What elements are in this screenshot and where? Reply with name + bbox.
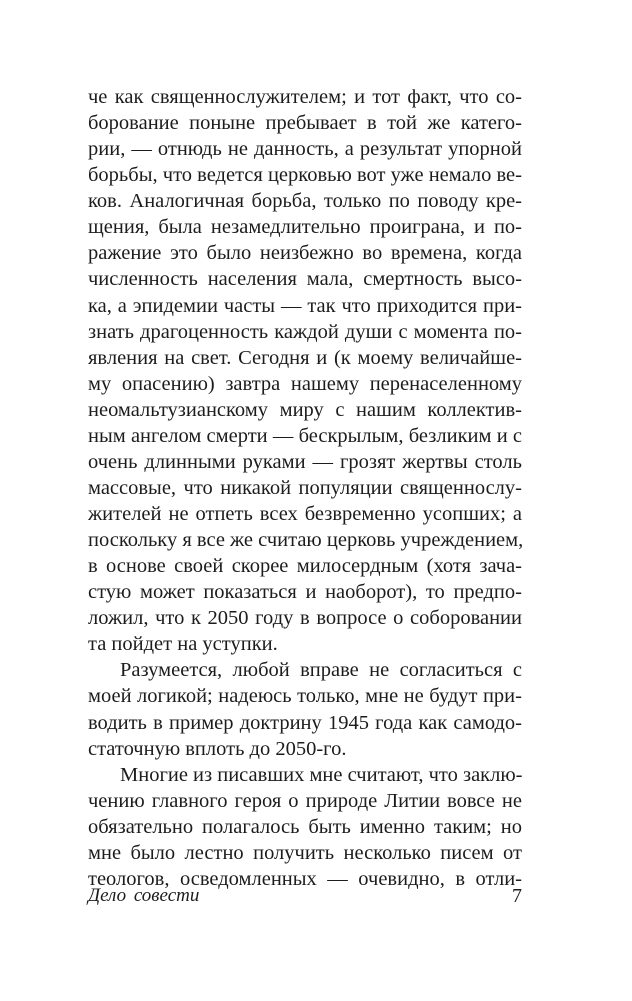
text-line: стую может показаться и наоборот), то предпо- bbox=[88, 581, 522, 604]
text-line: та пойдет на уступки. bbox=[88, 633, 278, 656]
text-line: моей логикой; надеюсь только, мне не будут при- bbox=[88, 685, 522, 708]
paragraph-2 bbox=[88, 657, 522, 761]
text-line: чению главного героя о природе Литии вовсе не bbox=[88, 789, 522, 812]
page-footer bbox=[88, 883, 522, 909]
text-line: явления на свет. Сегодня и (к моему величайше- bbox=[88, 346, 522, 369]
text-line: мне было лестно получить несколько писем от bbox=[88, 841, 522, 864]
text-line: му опасению) завтра нашему перенаселенному bbox=[88, 372, 522, 395]
paragraph-3 bbox=[88, 762, 522, 892]
text-line: массовые, что никакой популяции священнослу- bbox=[88, 476, 522, 499]
text-line: численность населения мала, смертность высо- bbox=[88, 268, 522, 291]
text-line: обязательно полагалось быть именно таким; но bbox=[88, 815, 522, 838]
text-line: рии, — отнюдь не данность, а результат упорной bbox=[88, 138, 522, 161]
text-line: щения, была незамедлительно проиграна, и по- bbox=[88, 216, 522, 239]
text-line: знать драгоценность каждой души с момента по- bbox=[88, 320, 522, 343]
text-line: жителей не отпеть всех безвременно усопших; а bbox=[88, 503, 522, 525]
text-line: че как священнослужителем; и тот факт, что со- bbox=[88, 86, 522, 108]
running-title: Дело совести bbox=[88, 885, 200, 906]
text-line: неомальтузианскому миру с нашим коллектив- bbox=[88, 398, 522, 421]
paragraph-1 bbox=[88, 84, 522, 657]
text-line: борьбы, что ведется церковью вот уже немало ве- bbox=[88, 164, 522, 187]
page-number: 7 bbox=[512, 885, 522, 907]
text-line: водить в пример доктрину 1945 года как самодо- bbox=[88, 711, 522, 734]
text-line: поскольку я все же считаю церковь учреждением, bbox=[88, 529, 524, 552]
text-line: очень длинными руками — грозят жертвы столь bbox=[88, 450, 522, 473]
text-line: ложил, что к 2050 году в вопросе о соборовании bbox=[88, 607, 522, 630]
text-line: ражение это было неизбежно во времена, когда bbox=[88, 242, 522, 265]
text-line: Многие из писавших мне считают, что заклю- bbox=[120, 763, 523, 786]
text-line: статочную вплоть до 2050-го. bbox=[88, 737, 347, 760]
text-line: ным ангелом смерти — бескрылым, безликим и с bbox=[88, 424, 522, 447]
text-line: Разумеется, любой вправе не согласиться с bbox=[120, 659, 522, 682]
text-line: борование поныне пребывает в той же катего- bbox=[88, 112, 522, 135]
body-text bbox=[88, 84, 522, 892]
text-line: в основе своей скорее милосердным (хотя зача- bbox=[88, 555, 522, 578]
text-line: теологов, осведомленных — очевидно, в отли- bbox=[88, 867, 522, 890]
text-line: ка, а эпидемии часты — так что приходится при- bbox=[88, 294, 522, 317]
text-line: ков. Аналогичная борьба, только по поводу кре- bbox=[88, 190, 522, 213]
